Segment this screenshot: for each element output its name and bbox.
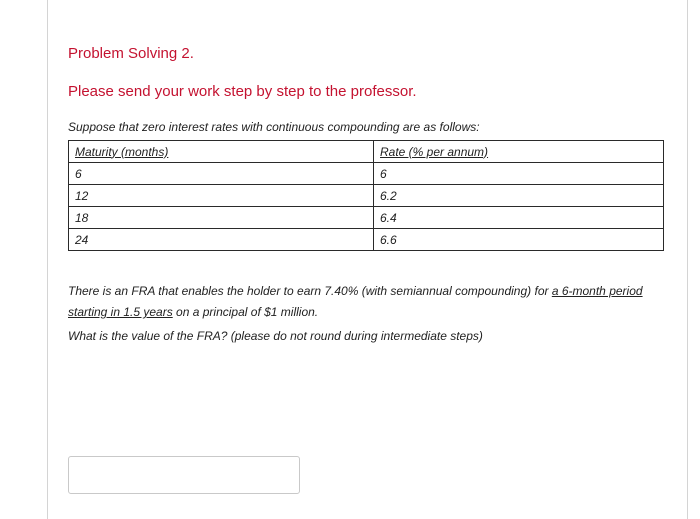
question-part1: There is an FRA that enables the holder to earn 7.40% (with semiannual compounding) for bbox=[68, 284, 552, 298]
intro-text: Suppose that zero interest rates with continuous compounding are as follows: bbox=[68, 120, 480, 134]
question-line2: What is the value of the FRA? (please do not round during intermediate steps) bbox=[68, 329, 483, 343]
table-header-row bbox=[69, 141, 664, 163]
question-content bbox=[68, 44, 668, 344]
cell-rate: 6.4 bbox=[374, 207, 664, 229]
frame-left-border bbox=[47, 0, 48, 519]
instruction-text: Please send your work step by step to the professor. bbox=[68, 83, 417, 100]
rates-table bbox=[68, 140, 664, 251]
answer-input[interactable] bbox=[68, 456, 300, 494]
question-text bbox=[68, 281, 668, 323]
cell-rate: 6 bbox=[374, 163, 664, 185]
question-part2: on a principal of $1 million. bbox=[172, 305, 319, 319]
problem-title: Problem Solving 2. bbox=[68, 45, 194, 62]
cell-maturity: 6 bbox=[69, 163, 374, 185]
header-maturity: Maturity (months) bbox=[69, 141, 374, 163]
header-rate: Rate (% per annum) bbox=[374, 141, 664, 163]
cell-maturity: 18 bbox=[69, 207, 374, 229]
table-row bbox=[69, 163, 664, 185]
table-row bbox=[69, 185, 664, 207]
table-row bbox=[69, 207, 664, 229]
cell-maturity: 24 bbox=[69, 229, 374, 251]
cell-rate: 6.2 bbox=[374, 185, 664, 207]
cell-maturity: 12 bbox=[69, 185, 374, 207]
frame-right-border bbox=[687, 0, 688, 519]
cell-rate: 6.6 bbox=[374, 229, 664, 251]
table-row bbox=[69, 229, 664, 251]
question-underlined: a 6-month period starting in 1.5 years bbox=[68, 284, 643, 319]
